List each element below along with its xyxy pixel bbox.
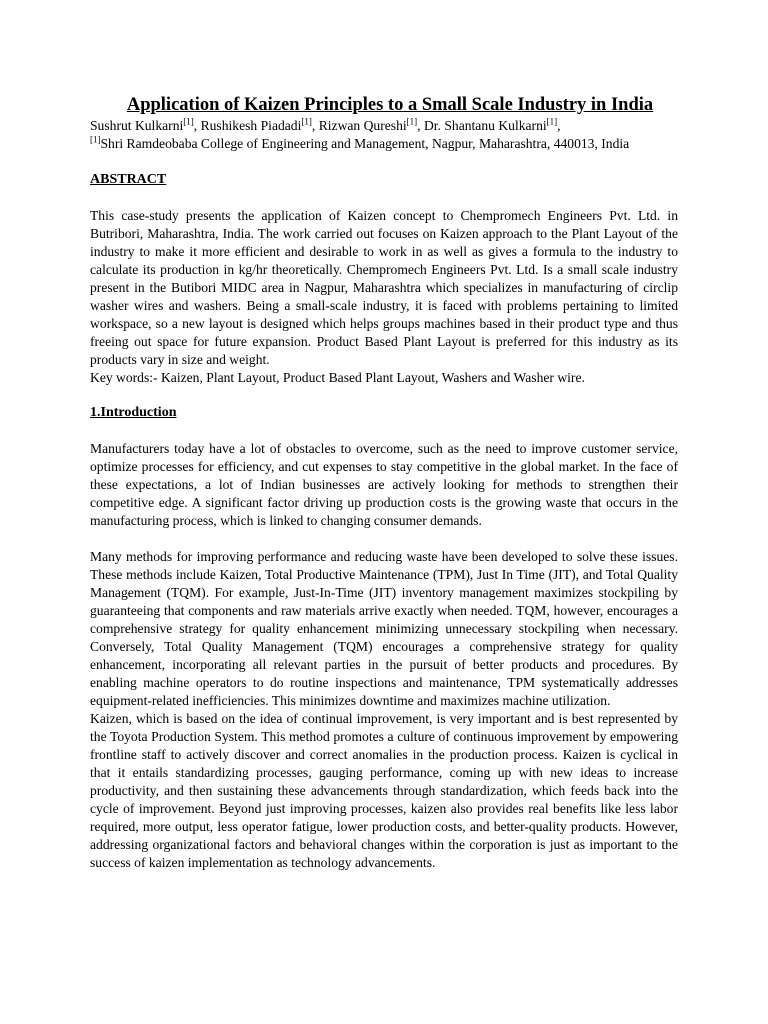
author-separator: , bbox=[417, 118, 424, 133]
intro-paragraph-1: Manufacturers today have a lot of obstacles to overcome, such as the need to improve customer service, optimize processes for efficiency, and cut expenses to stay competitive in the global market. In the face of these expectations, a lot of Indian businesses are actively looking for methods to strengthen their competitive edge. A significant factor driving up production costs is the growing waste that occurs in the manufacturing process, which is linked to changing consumer demands. bbox=[90, 441, 678, 528]
affiliation-marker: [1] bbox=[546, 116, 558, 127]
introduction-heading: 1.Introduction bbox=[90, 405, 177, 420]
affiliation-marker: [1] bbox=[301, 116, 312, 127]
paper-page bbox=[90, 94, 678, 872]
abstract-heading: ABSTRACT bbox=[90, 172, 167, 187]
intro-paragraph-3: Kaizen, which is based on the idea of continual improvement, is very important and is best represented by the Toyota Production System. This method promotes a culture of continuous improvement by empowering frontline staff to actively discover and correct anomalies in the production process. Kaizen is cyclical in that it entails standardizing processes, gauging performance, coming up with new ideas to increase productivity, and then sustaining these advancements through standardization, which feeds back into the cycle of improvement. Beyond just improving processes, kaizen also provides real benefits like less labor required, more output, less operator fatigue, lower production costs, and better-quality products. However, addressing organizational factors and behavioral changes within the corporation is just as important to the success of kaizen implementation as technology advancements. bbox=[90, 711, 678, 870]
abstract-text: This case-study presents the application of Kaizen concept to Chempromech Engineers Pvt. Ltd. in Butribori, Maharashtra, India. The work carried out focuses on Kaizen approach to the Plant Layout of the industry to make it more efficient and desirable to work in as well as gives a formula to the industry to calculate its production in kg/hr theoretically. Chempromech Engineers Pvt. Ltd. Is a small scale industry present in the Butibori MIDC area in Nagpur, Maharashtra which specializes in manufacturing of circlip washer wires and washers. Being a small-scale industry, it is faced with problems pertaining to limited workspace, so a new layout is designed which helps groups machines based in their product type and thus freeing out space for future expansion. Product Based Plant Layout is preferred for this industry as its products vary in size and weight. bbox=[90, 208, 678, 367]
affiliation-marker: [1] bbox=[406, 116, 418, 127]
author-separator: , bbox=[193, 118, 201, 133]
keywords: Key words:- Kaizen, Plant Layout, Product Based Plant Layout, Washers and Washer wire. bbox=[90, 370, 585, 385]
author-name: Sushrut Kulkarni bbox=[90, 118, 184, 133]
intro-paragraph-2: Many methods for improving performance and reducing waste have been developed to solve these issues. These methods include Kaizen, Total Productive Maintenance (TPM), Just In Time (JIT), and Total Quality Management (TQM). For example, Just-In-Time (JIT) inventory management maximizes stockpiling by guaranteeing that components and raw materials arrive exactly when needed. TQM, however, encourages a comprehensive strategy for quality enhancement minimizing unnecessary stockpiling when necessary. Conversely, Total Quality Management (TQM) encourages a comprehensive strategy for quality enhancement, incorporating all relevant parties in the pursuit of better products and procedures. By enabling machine operators to do routine inspections and maintenance, TPM systematically addresses equipment-related inefficiencies. This minimizes downtime and maximizes machine utilization. bbox=[90, 549, 678, 708]
author-name: Dr. Shantanu Kulkarni bbox=[423, 118, 547, 133]
affiliation-marker: [1] bbox=[90, 134, 101, 145]
author-name: Rizwan Qureshi bbox=[318, 118, 407, 133]
affiliation-text: Shri Ramdeobaba College of Engineering and Management, Nagpur, Maharashtra, 440013, India bbox=[100, 136, 630, 151]
affiliation-marker: [1] bbox=[183, 116, 194, 127]
author-separator: , bbox=[557, 118, 561, 133]
author-separator: , bbox=[311, 118, 319, 133]
affiliation bbox=[90, 135, 678, 153]
paper-title: Application of Kaizen Principles to a Small Scale Industry in India bbox=[126, 95, 654, 115]
author-name: Rushikesh Piadadi bbox=[200, 118, 302, 133]
author-list bbox=[90, 117, 678, 135]
